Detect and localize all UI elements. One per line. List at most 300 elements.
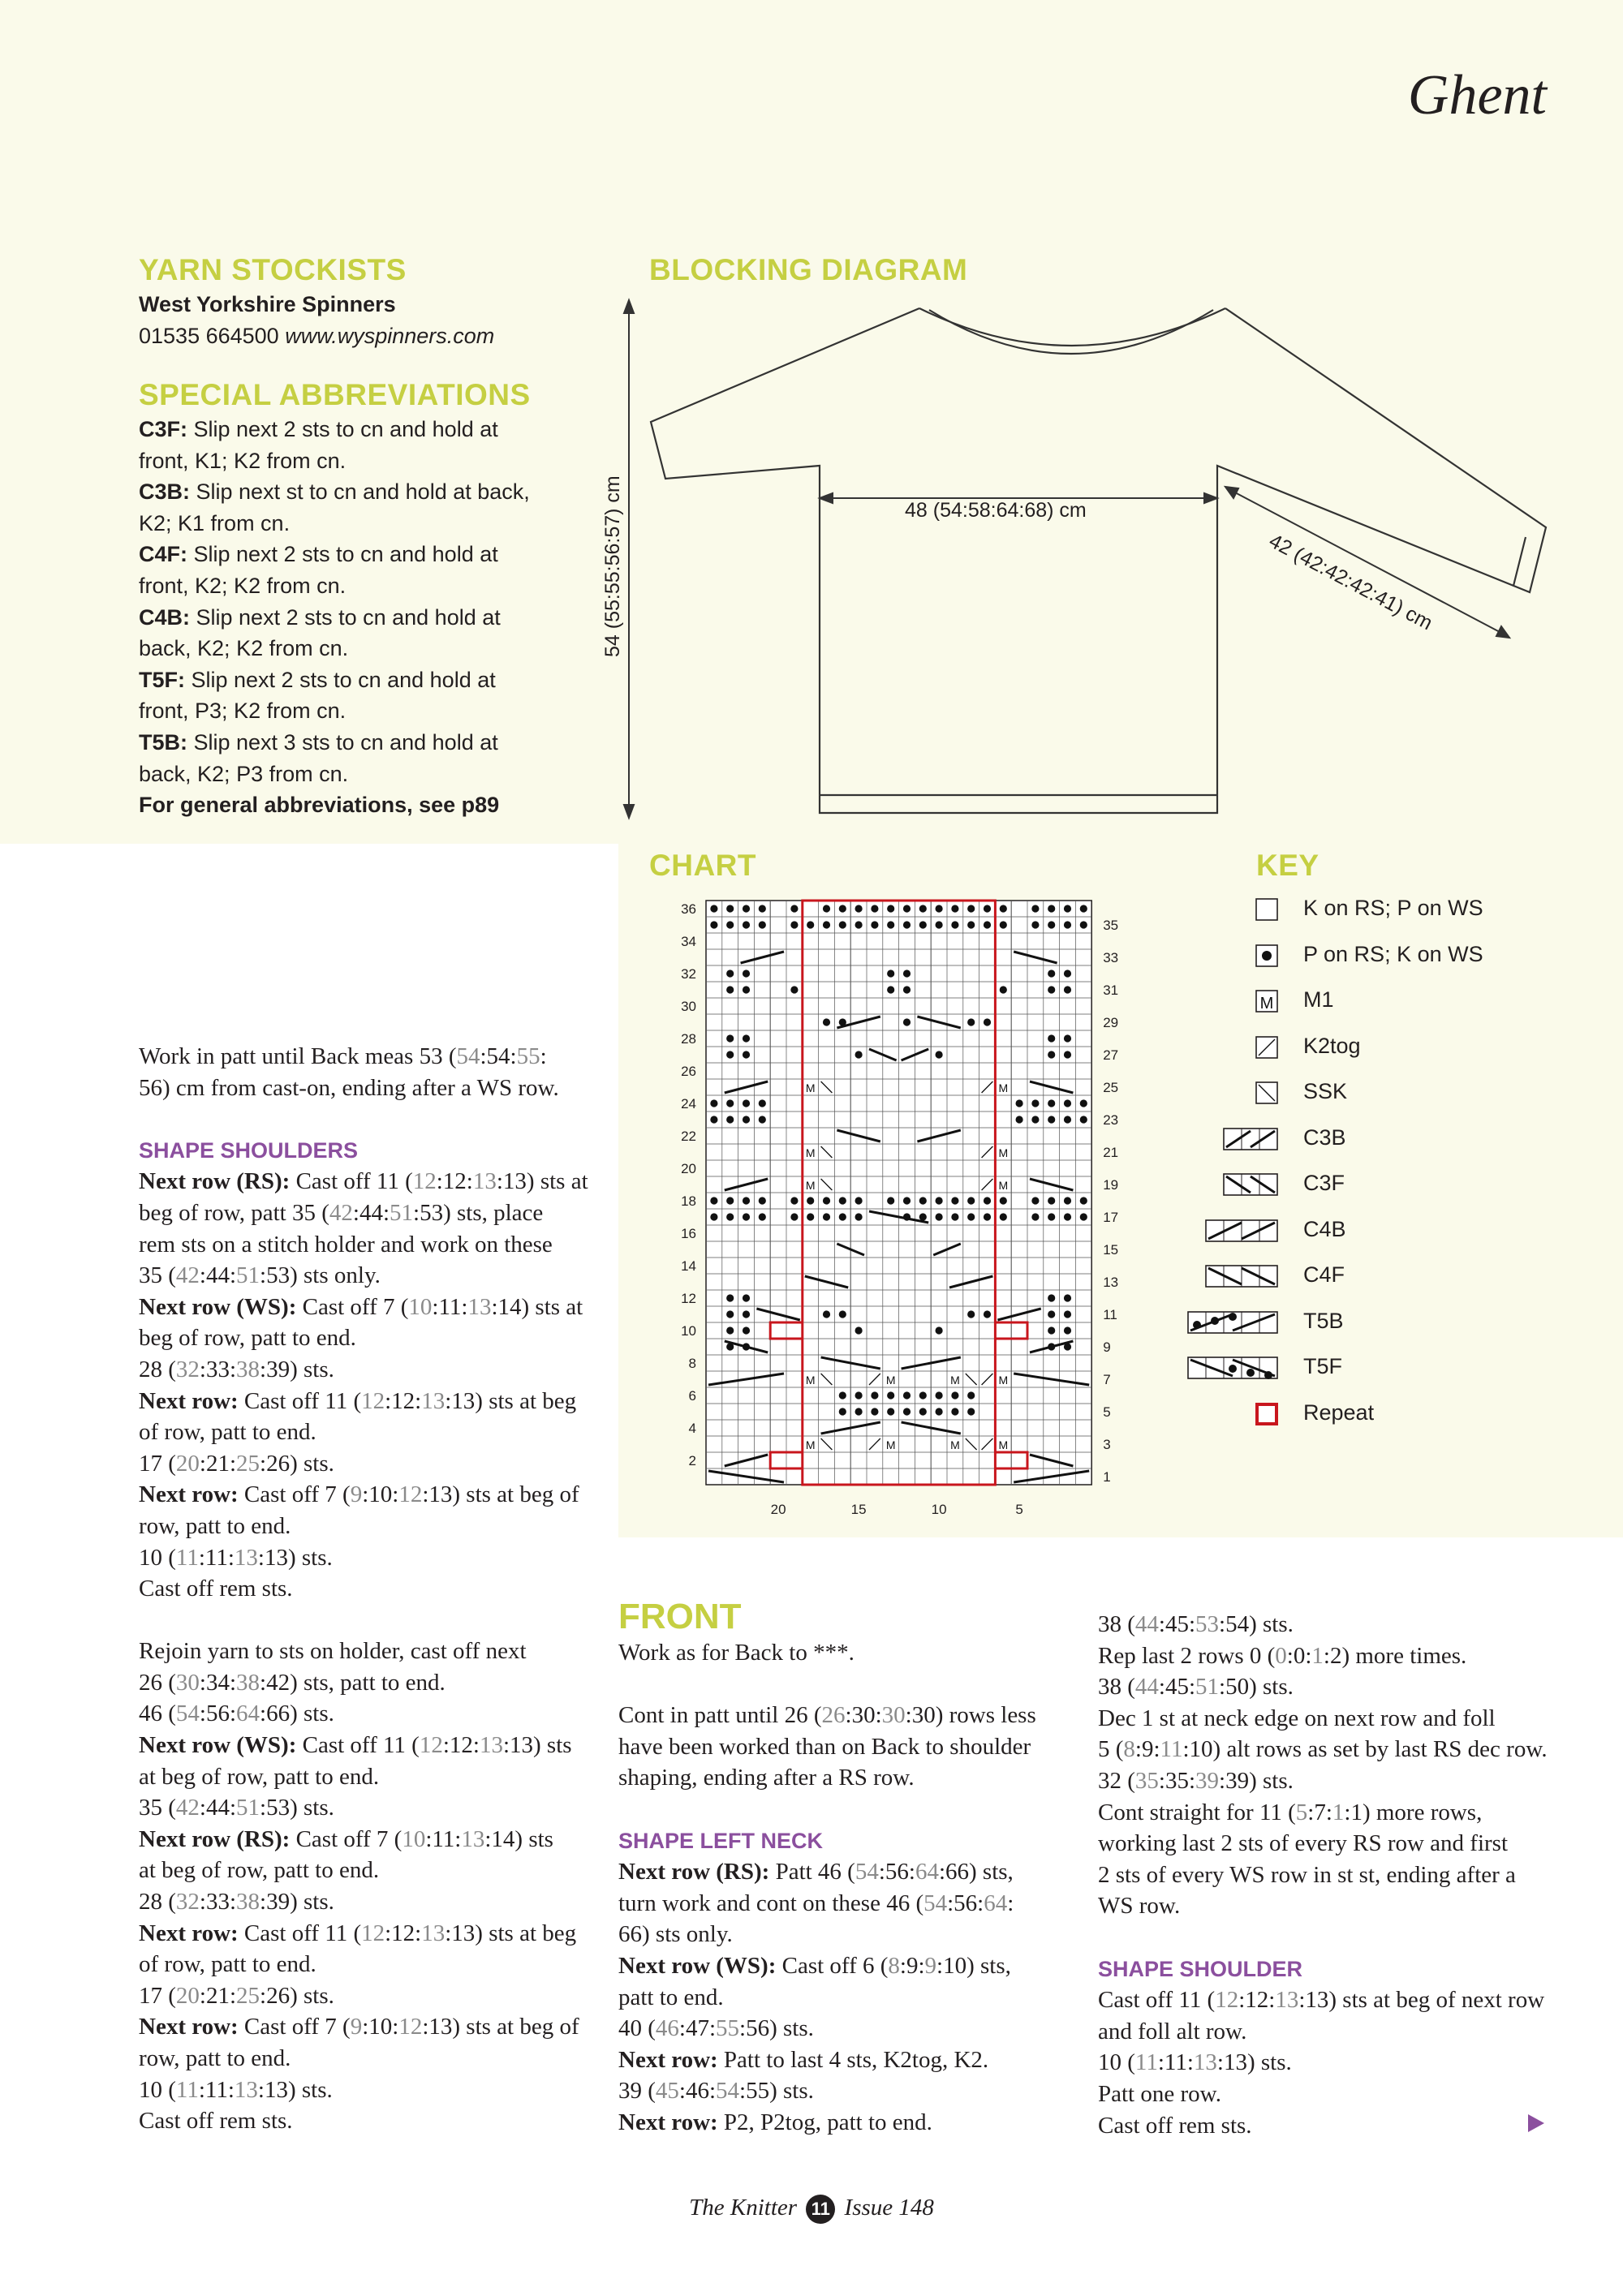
purl-dot (726, 1326, 734, 1334)
instruction-line: 38 (44:45:53:54) sts. (1098, 1611, 1294, 1637)
abbrev-item-c4f: C4F: Slip next 2 sts to cn and hold at (139, 542, 498, 567)
instruction-line: 10 (11:11:13:13) sts. (1098, 2049, 1292, 2076)
neckline-outer (919, 308, 1225, 346)
purl-dot (951, 1213, 958, 1220)
svg-text:M: M (1259, 995, 1274, 1013)
shoulder-instructions-2 (139, 1636, 601, 2137)
purl-dot (903, 970, 911, 977)
purl-dot (759, 921, 766, 928)
purl-dot (967, 1408, 975, 1415)
purl-dot (1064, 1310, 1071, 1318)
purl-dot (839, 921, 846, 928)
purl-dot (1064, 1213, 1071, 1220)
sleeve-arrow (1233, 492, 1501, 633)
instruction-line: 40 (46:47:55:56) sts. (618, 2015, 814, 2042)
key-item (1169, 1167, 1574, 1200)
instruction-line: row, patt to end. (139, 1512, 291, 1539)
backslash-square-icon (1169, 1076, 1290, 1108)
purl-dot (1031, 921, 1039, 928)
key-item (1169, 1122, 1574, 1154)
purl-dot (790, 905, 798, 912)
purl-dot (743, 1326, 750, 1334)
key-item (1169, 1259, 1574, 1292)
key-item (1169, 1030, 1574, 1063)
row-number-right: 17 (1103, 1210, 1119, 1225)
purl-dot (919, 1197, 927, 1204)
instruction-line: Next row: Cast off 11 (12:12:13:13) sts at beg (139, 1387, 577, 1414)
purl-dot (1031, 1116, 1039, 1123)
row-number-left: 2 (688, 1453, 696, 1468)
neckline-inner (929, 310, 1213, 354)
key-item (1169, 1076, 1574, 1108)
page-footer (0, 2195, 1623, 2224)
m1-mark: M (805, 1179, 816, 1192)
purl-dot (790, 1213, 798, 1220)
row-number-left: 28 (681, 1031, 696, 1047)
purl-dot (1031, 905, 1039, 912)
left-neck-instructions-cont (1098, 1609, 1569, 1922)
purl-dot (855, 1326, 863, 1334)
row-number-left: 26 (681, 1064, 696, 1079)
instruction-line: Next row (RS): Patt 46 (54:56:64:66) sts, (618, 1859, 1014, 1885)
purl-dot (919, 1408, 927, 1415)
purl-dot (887, 1408, 894, 1415)
blank-square-icon (1169, 892, 1290, 925)
dot-square-icon (1169, 939, 1290, 971)
purl-dot (839, 1197, 846, 1204)
instruction-line: 32 (35:35:39:39) sts. (1098, 1767, 1294, 1794)
purl-dot (919, 921, 927, 928)
purl-dot (759, 1197, 766, 1204)
purl-dot (1064, 986, 1071, 993)
t5f-icon (1169, 1351, 1290, 1383)
purl-dot (1048, 970, 1055, 977)
abbrev-list (139, 414, 609, 789)
c4f-icon (1169, 1259, 1290, 1292)
row-number-right: 5 (1103, 1404, 1111, 1420)
abbrev-item-t5f: T5F: Slip next 2 sts to cn and hold at (139, 667, 496, 692)
purl-dot (823, 1310, 830, 1318)
purl-dot (726, 1310, 734, 1318)
key-item (1169, 892, 1574, 925)
purl-dot (984, 1213, 991, 1220)
row-number-right: 11 (1103, 1307, 1117, 1322)
purl-dot (743, 970, 750, 977)
purl-dot (743, 1099, 750, 1107)
purl-dot (936, 1408, 943, 1415)
purl-dot (951, 1391, 958, 1399)
instruction-line: 35 (42:44:51:53) sts only. (139, 1262, 381, 1289)
instruction-line: Dec 1 st at neck edge on next row and foll (1098, 1705, 1496, 1731)
purl-dot (726, 1294, 734, 1301)
stitch-chart (641, 892, 1119, 1533)
instruction-line: Patt one row. (1098, 2080, 1221, 2107)
row-number-left: 16 (681, 1226, 696, 1241)
key-heading: KEY (1256, 849, 1319, 882)
shape-left-neck-heading: SHAPE LEFT NECK (618, 1828, 824, 1853)
abbrev-item-cont: front, P3; K2 from cn. (139, 699, 347, 724)
purl-dot (984, 1018, 991, 1025)
purl-dot (726, 1099, 734, 1107)
row-number-right: 19 (1103, 1177, 1119, 1193)
yarn-phone: 01535 664500 (139, 323, 279, 348)
purl-dot (710, 1197, 717, 1204)
purl-dot (1048, 986, 1055, 993)
purl-dot (1016, 1116, 1023, 1123)
m1-mark: M (805, 1374, 816, 1387)
shoulder-instructions-1 (139, 1166, 601, 1604)
row-number-left: 6 (688, 1388, 696, 1404)
purl-dot (1064, 905, 1071, 912)
front-column (618, 1597, 1081, 2139)
instruction-line: 38 (44:45:51:50) sts. (1098, 1674, 1294, 1701)
instruction-line: Next row: Cast off 7 (9:10:12:13) sts at beg of (139, 2014, 579, 2040)
instruction-line: Cast off rem sts. (1098, 2112, 1252, 2139)
purl-dot (759, 1116, 766, 1123)
purl-dot (903, 1197, 911, 1204)
row-number-right: 35 (1103, 918, 1119, 933)
purl-dot (1048, 1034, 1055, 1042)
chart-heading: CHART (649, 849, 756, 882)
purl-dot (743, 1197, 750, 1204)
purl-dot (1048, 1294, 1055, 1301)
shoulder-instructions-front (1098, 1984, 1569, 2141)
purl-dot (759, 905, 766, 912)
purl-dot (1048, 1099, 1055, 1107)
instruction-line: 2 sts of every WS row in st st, ending after a (1098, 1861, 1516, 1888)
purl-dot (823, 921, 830, 928)
purl-dot (936, 921, 943, 928)
purl-dot (1064, 921, 1071, 928)
purl-dot (710, 921, 717, 928)
shape-shoulder-heading: SHAPE SHOULDER (1098, 1956, 1303, 1981)
purl-dot (984, 1197, 991, 1204)
c3b-icon (1169, 1122, 1290, 1154)
purl-dot (823, 1213, 830, 1220)
purl-dot (967, 1213, 975, 1220)
purl-dot (823, 1197, 830, 1204)
purl-dot (743, 1051, 750, 1058)
purl-dot (726, 905, 734, 912)
purl-dot (967, 921, 975, 928)
instruction-line: beg of row, patt 35 (42:44:51:53) sts, place (139, 1199, 544, 1226)
key-label: SSK (1303, 1079, 1348, 1103)
left-white-extension (0, 844, 618, 974)
instruction-line: at beg of row, patt to end. (139, 1857, 380, 1884)
purl-dot (1031, 1213, 1039, 1220)
purl-dot (887, 1197, 894, 1204)
footer-page-number: 11 (806, 2195, 835, 2224)
col1-intro-line1: Work in patt until Back meas 53 (54:54:55: (139, 1043, 547, 1069)
purl-dot (1031, 1099, 1039, 1107)
purl-dot (855, 1408, 863, 1415)
back-continued-column (139, 1041, 601, 2137)
row-number-right: 9 (1103, 1339, 1111, 1355)
purl-dot (1000, 986, 1007, 993)
purl-dot (743, 1116, 750, 1123)
instruction-line: Rejoin yarn to sts on holder, cast off next (139, 1638, 527, 1665)
t5b-icon (1169, 1305, 1290, 1338)
row-number-right: 13 (1103, 1275, 1119, 1290)
purl-dot (936, 1326, 943, 1334)
key-item (1169, 984, 1574, 1017)
purl-dot (839, 1310, 846, 1318)
purl-dot (887, 1391, 894, 1399)
purl-dot (790, 986, 798, 993)
row-number-right: 27 (1103, 1047, 1119, 1063)
key-label: T5B (1303, 1308, 1344, 1333)
purl-dot (726, 1051, 734, 1058)
column-number: 15 (850, 1502, 867, 1517)
purl-dot (984, 1310, 991, 1318)
instruction-line: Next row (RS): Cast off 7 (10:11:13:14) sts (139, 1825, 553, 1852)
m1-mark: M (805, 1146, 816, 1159)
purl-dot (807, 1197, 814, 1204)
abbrev-heading: SPECIAL ABBREVIATIONS (139, 378, 531, 411)
instruction-line: of row, patt to end. (139, 1951, 316, 1978)
purl-dot (710, 905, 717, 912)
purl-dot (936, 1197, 943, 1204)
footer-issue: Issue 148 (844, 2195, 934, 2221)
purl-dot (871, 1408, 878, 1415)
instruction-line: Cont straight for 11 (5:7:1:1) more rows, (1098, 1799, 1483, 1825)
instruction-line: Next row (WS): Cast off 6 (8:9:9:10) sts, (618, 1952, 1011, 1979)
purl-dot (887, 905, 894, 912)
instruction-line: have been worked than on Back to shoulder (618, 1733, 1031, 1760)
row-number-left: 34 (681, 934, 696, 949)
instruction-line: 5 (8:9:11:10) alt rows as set by last RS dec row. (1098, 1736, 1548, 1763)
purl-dot (710, 1099, 717, 1107)
purl-dot (887, 921, 894, 928)
instruction-line: Cast off rem sts. (139, 1576, 293, 1602)
row-number-left: 36 (681, 901, 696, 917)
purl-dot (839, 1408, 846, 1415)
purl-dot (1064, 1116, 1071, 1123)
instruction-line: 39 (45:46:54:55) sts. (618, 2078, 814, 2105)
key-label: C4B (1303, 1216, 1346, 1241)
purl-dot (951, 905, 958, 912)
purl-dot (726, 1034, 734, 1042)
purl-dot (743, 1310, 750, 1318)
abbrev-item-c4b: C4B: Slip next 2 sts to cn and hold at (139, 604, 501, 630)
purl-dot (1016, 1099, 1023, 1107)
yarn-name: West Yorkshire Spinners (139, 292, 396, 316)
purl-dot (726, 970, 734, 977)
yarn-web[interactable]: www.wyspinners.com (285, 323, 495, 348)
purl-dot (1064, 1294, 1071, 1301)
instruction-line: rem sts on a stitch holder and work on these (139, 1231, 553, 1258)
row-number-left: 32 (681, 966, 696, 982)
instruction-line: and foll alt row. (1098, 2018, 1247, 2044)
column-number: 10 (931, 1502, 947, 1517)
instruction-line: 28 (32:33:38:39) sts. (139, 1356, 334, 1382)
instruction-line: of row, patt to end. (139, 1419, 316, 1446)
key-item (1169, 1214, 1574, 1246)
purl-dot (1048, 1116, 1055, 1123)
slash-square-icon (1169, 1030, 1290, 1063)
purl-dot (1064, 1034, 1071, 1042)
m1-mark: M (885, 1438, 896, 1451)
instruction-line: beg of row, patt to end. (139, 1325, 356, 1352)
blocking-diagram (584, 292, 1558, 828)
purl-dot (855, 1213, 863, 1220)
purl-dot (743, 905, 750, 912)
abbrev-item-cont: back, K2; K2 from cn. (139, 636, 349, 661)
purl-dot (1000, 905, 1007, 912)
abbrev-item-c3f: C3F: Slip next 2 sts to cn and hold at (139, 417, 498, 441)
purl-dot (936, 1051, 943, 1058)
row-number-right: 21 (1103, 1145, 1119, 1160)
row-number-left: 12 (681, 1291, 696, 1306)
purl-dot (1048, 1213, 1055, 1220)
special-abbreviations (139, 378, 609, 821)
column-number: 20 (770, 1502, 786, 1517)
key-label: P on RS; K on WS (1303, 941, 1483, 966)
purl-dot (951, 1408, 958, 1415)
front-work-as: Work as for Back to ***. (618, 1640, 855, 1666)
instruction-line: Rep last 2 rows 0 (0:0:1:2) more times. (1098, 1642, 1467, 1669)
instruction-line: turn work and cont on these 46 (54:56:64: (618, 1890, 1014, 1916)
sweater-outline (651, 308, 1546, 813)
row-number-left: 20 (681, 1161, 696, 1176)
purl-dot (967, 1391, 975, 1399)
purl-dot (967, 1310, 975, 1318)
purl-dot (1080, 1213, 1087, 1220)
purl-dot (1064, 1099, 1071, 1107)
purl-dot (839, 1391, 846, 1399)
purl-dot (1064, 970, 1071, 977)
purl-dot (919, 1391, 927, 1399)
purl-dot (984, 905, 991, 912)
purl-dot (807, 921, 814, 928)
instruction-line: Next row: Cast off 7 (9:10:12:13) sts at beg of (139, 1481, 579, 1508)
purl-dot (823, 905, 830, 912)
purl-dot (887, 986, 894, 993)
purl-dot (726, 921, 734, 928)
purl-dot (790, 1197, 798, 1204)
purl-dot (726, 1116, 734, 1123)
purl-dot (903, 921, 911, 928)
purl-dot (1080, 921, 1087, 928)
purl-dot (1080, 905, 1087, 912)
key-label: C3B (1303, 1124, 1346, 1150)
key-item (1169, 1305, 1574, 1338)
purl-dot (967, 1018, 975, 1025)
width-label: 48 (54:58:64:68) cm (905, 499, 1087, 522)
m1-mark: M (950, 1438, 960, 1451)
purl-dot (936, 1213, 943, 1220)
m1-mark: M (805, 1081, 816, 1094)
abbrev-general: For general abbreviations, see p89 (139, 793, 500, 818)
purl-dot (871, 905, 878, 912)
row-number-right: 1 (1103, 1469, 1111, 1485)
purl-dot (871, 1391, 878, 1399)
purl-dot (807, 1213, 814, 1220)
instruction-line: Next row: Patt to last 4 sts, K2tog, K2. (618, 2046, 989, 2073)
next-page-arrow-icon[interactable] (1526, 2113, 1547, 2134)
instruction-line: 10 (11:11:13:13) sts. (139, 2076, 333, 2103)
purl-dot (1048, 1310, 1055, 1318)
row-number-left: 8 (688, 1356, 696, 1371)
purl-dot (919, 1213, 927, 1220)
purl-dot (726, 1197, 734, 1204)
length-label: 54 (55:55:56:57) cm (601, 475, 624, 657)
purl-dot (871, 921, 878, 928)
row-number-left: 4 (688, 1421, 696, 1436)
purl-dot (936, 1391, 943, 1399)
purl-dot (759, 1099, 766, 1107)
key-label: K2tog (1303, 1033, 1361, 1058)
yarn-stockists (139, 253, 593, 351)
m1-mark: M (950, 1374, 960, 1387)
purl-dot (903, 1018, 911, 1025)
left-neck-instructions (618, 1856, 1081, 2138)
key-item (1169, 1351, 1574, 1383)
m1-mark: M (998, 1438, 1009, 1451)
purl-dot (839, 905, 846, 912)
row-number-left: 10 (681, 1323, 696, 1339)
instruction-line: Cont in patt until 26 (26:30:30:30) rows less (618, 1702, 1036, 1729)
row-number-right: 15 (1103, 1242, 1119, 1258)
purl-dot (1080, 1099, 1087, 1107)
purl-dot (903, 905, 911, 912)
instruction-line: Next row (RS): Cast off 11 (12:12:13:13) sts at (139, 1168, 588, 1195)
purl-dot (887, 970, 894, 977)
key-label: C3F (1303, 1171, 1345, 1195)
key-item (1169, 939, 1574, 971)
purl-dot (919, 905, 927, 912)
purl-dot (823, 1018, 830, 1025)
abbrev-item-c3b: C3B: Slip next st to cn and hold at back, (139, 479, 530, 505)
abbrev-item-cont: K2; K1 from cn. (139, 510, 291, 535)
page-title: Ghent (1407, 64, 1547, 127)
purl-dot (1064, 1326, 1071, 1334)
purl-dot (1031, 1197, 1039, 1204)
blocking-heading: BLOCKING DIAGRAM (649, 253, 968, 286)
purl-dot (855, 1391, 863, 1399)
row-number-right: 3 (1103, 1437, 1111, 1452)
key-label: T5F (1303, 1354, 1343, 1378)
purl-dot (759, 1213, 766, 1220)
instruction-line: 17 (20:21:25:26) sts. (139, 1450, 334, 1477)
key-item (1169, 1397, 1574, 1430)
purl-dot (1048, 1197, 1055, 1204)
instruction-line: at beg of row, patt to end. (139, 1763, 380, 1790)
purl-dot (1064, 1051, 1071, 1058)
purl-dot (855, 1051, 863, 1058)
purl-dot (1064, 1197, 1071, 1204)
instruction-line: 10 (11:11:13:13) sts. (139, 1544, 333, 1571)
shape-shoulders-heading: SHAPE SHOULDERS (139, 1137, 359, 1163)
purl-dot (903, 1391, 911, 1399)
purl-dot (743, 921, 750, 928)
col1-intro-line2: 56) cm from cast-on, ending after a WS row. (139, 1074, 559, 1101)
purl-dot (936, 905, 943, 912)
instruction-line: 46 (54:56:64:66) sts. (139, 1701, 334, 1727)
instruction-line: 66) sts only. (618, 1921, 733, 1948)
instruction-line: 28 (32:33:38:39) sts. (139, 1889, 334, 1915)
purl-dot (1000, 921, 1007, 928)
row-number-left: 30 (681, 999, 696, 1014)
instruction-line: Next row (WS): Cast off 7 (10:11:13:14) sts at (139, 1293, 583, 1320)
m1-mark: M (805, 1438, 816, 1451)
purl-dot (855, 905, 863, 912)
purl-dot (855, 1197, 863, 1204)
instruction-line: 35 (42:44:51:53) sts. (139, 1795, 334, 1821)
purl-dot (726, 1213, 734, 1220)
m1-mark: M (998, 1081, 1009, 1094)
abbrev-item-cont: back, K2; P3 from cn. (139, 761, 349, 786)
